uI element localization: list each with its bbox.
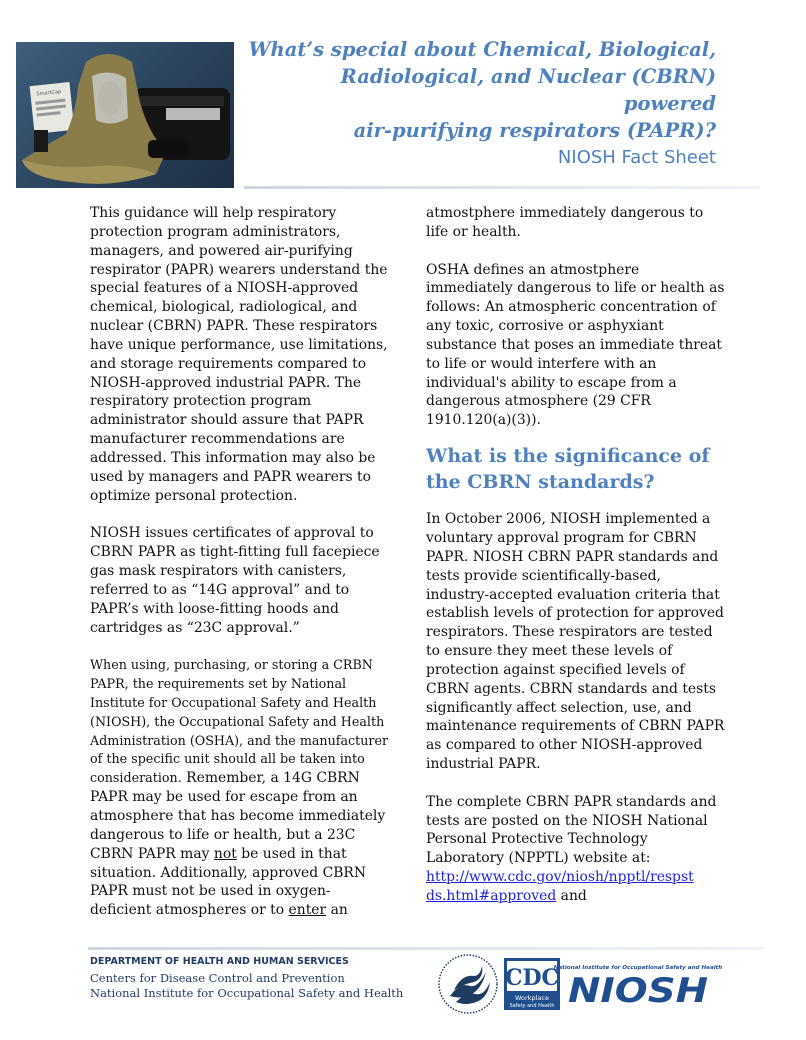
cdc-logo-sub2: Safety and Health bbox=[509, 1003, 555, 1009]
osha-definition-paragraph: OSHA defines an atmostphere immediately dangerous to life or health as follows: An atmospheric concentration of any toxic, corrosive or asphyxiant substance that poses an immediate threat to life or would interfere with an individual's ability to escape from a dangerous atmosphere (29 CFR 1910.120(a)(3)). bbox=[426, 261, 725, 429]
agency-cdc: Centers for Disease Control and Prevention bbox=[90, 971, 345, 985]
cdc-logo bbox=[504, 958, 560, 1010]
niosh-logo-tagline: National Institute for Occupational Safety and Health bbox=[553, 965, 723, 971]
standards-paragraph-text: The complete CBRN PAPR standards and tests are posted on the NIOSH National Personal Protective Technology Laboratory (NPPTL) website at: bbox=[426, 793, 717, 867]
header-divider bbox=[244, 186, 760, 189]
continued-paragraph: atmostphere immediately dangerous to life or health. bbox=[426, 205, 704, 240]
niosh-logo-text: NIOSH bbox=[568, 971, 708, 1011]
title-line: What’s special about Chemical, Biological, bbox=[248, 38, 716, 61]
emphasis-enter: enter bbox=[288, 902, 327, 919]
usage-paragraph-small: When using, purchasing, or storing a CRBN PAPR, the requirements set by National Institute for Occupational Safety and Health (NIOSH), the Occupational Safety and Health Administration (OSHA), and the manufacturer of the specific unit should all be taken into consideration. bbox=[90, 657, 389, 786]
significance-paragraph: In October 2006, NIOSH implemented a voluntary approval program for CBRN PAPR. NIOSH CBRN PAPR standards and tests provide scientifically-based, industry-accepted evaluation criteria that establish levels of protection for approved respirators. These respirators are tested to ensure they meet these levels of protection against specified levels of CBRN agents. CBRN standards and tests significantly affect selection, use, and maintenance requirements of CBRN PAPR as compared to other NIOSH-approved industrial PAPR. bbox=[426, 511, 725, 773]
hhs-seal-logo bbox=[436, 952, 500, 1016]
cdc-logo-sub1: Workplace bbox=[515, 994, 549, 1002]
footer-divider bbox=[88, 947, 764, 950]
title-line: air-purifying respirators (PAPR)? bbox=[353, 119, 716, 142]
section-heading: What is the significance of the CBRN standards? bbox=[426, 445, 710, 494]
link-line-2: ds.html#approved bbox=[426, 888, 557, 904]
photo-card-label: SmartCap bbox=[36, 88, 62, 98]
standards-paragraph-tail: and bbox=[556, 888, 587, 904]
approval-paragraph: NIOSH issues certificates of approval to CBRN PAPR as tight-fitting full facepiece gas mask respirators with canisters, referred to as “14G approval” and to PAPR’s with loose-fitting hoods and cartridges as “23C approval.” bbox=[90, 525, 380, 636]
niosh-logo bbox=[553, 960, 723, 1011]
usage-paragraph bbox=[90, 656, 390, 920]
usage-paragraph-a: Remember, a 14G CBRN PAPR may be used for escape from an atmosphere that has become immediately dangerous to life or health, but a 23C CBRN PAPR may bbox=[90, 770, 386, 862]
left-column bbox=[90, 204, 390, 920]
cdc-logo-text: CDC bbox=[504, 965, 560, 991]
title-line: Radiological, and Nuclear (CBRN) powered bbox=[340, 65, 716, 115]
standards-paragraph bbox=[426, 793, 726, 906]
agency-niosh: National Institute for Occupational Safety and Health bbox=[90, 986, 404, 1000]
department-name: DEPARTMENT OF HEALTH AND HUMAN SERVICES bbox=[90, 956, 349, 967]
cbrn-papr-photo bbox=[16, 42, 234, 188]
usage-paragraph-b: be used in that situation. Additionally, approved CBRN PAPR must not be used in oxygen-deficient atmospheres or to bbox=[90, 845, 367, 919]
respirator-hood-illustration bbox=[16, 42, 234, 188]
link-line-1: http://www.cdc.gov/niosh/npptl/respst bbox=[426, 869, 694, 886]
page-title bbox=[246, 36, 716, 144]
intro-paragraph: This guidance will help respiratory protection program administrators, managers, and powered air-purifying respirator (PAPR) wearers understand the special features of a NIOSH-approved chemical, biological, radiological, and nuclear (CBRN) PAPR. These respirators have unique performance, use limitations, and storage requirements compared to NIOSH-approved industrial PAPR. The respiratory protection program administrator should assure that PAPR manufacturer recommendations are addressed. This information may also be used by managers and PAPR wearers to optimize personal protection. bbox=[90, 205, 388, 504]
emphasis-not: not bbox=[213, 845, 237, 862]
page-subtitle: NIOSH Fact Sheet bbox=[557, 147, 716, 168]
usage-paragraph-c: an bbox=[326, 902, 348, 919]
right-column bbox=[426, 204, 726, 906]
